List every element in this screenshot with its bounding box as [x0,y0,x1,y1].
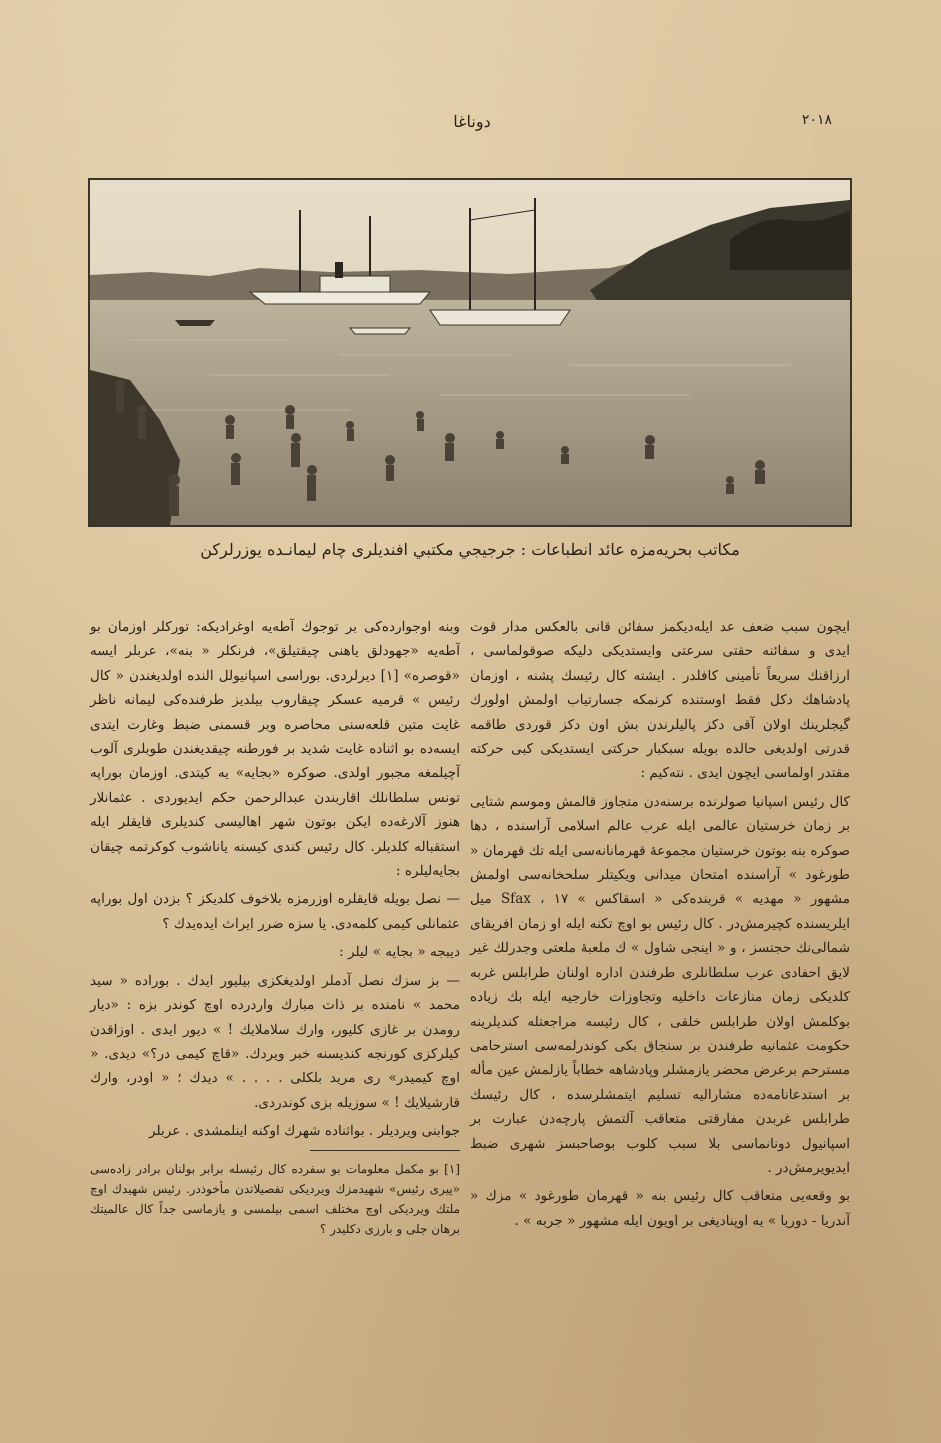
paragraph: بو وقعه‌یی متعاقب کال رئیس بنه « قهرمان طورغود » مزك « آندریا - دوریا » یه اوپنادیغی بر اویون ایله مشهور « جربه » . [470,1188,850,1229]
paragraph: وبنه اوجوارده‌کی بر توجوك آطه‌یه اوغرادیکه: تورکلر اوزمان بو آطه‌یه «جهودلق یاهنی چیقتیلق»، فرنکلر « بنه»، عربلر ایسه «قوصره» [۱] دیرلردی. بوراسی اسپانیولل النده اولدیغندن « کال رئیس » قرمیه عسکر چیقاروب بیلدیز طرفنده‌کی لیمانه ناظر غایت متین قلعه‌سنی محاصره وبر قسمنی ضبط وغارت ایتدی ایسه‌ده بو اثناده غایت شدید بر فورطنه چیقدیغندن طوبلری آلوب آچیلمغه مجبور اولدی. صوکره «بجایه» یه کیتدی. اوزمان بوراپه تونس سلطانلك اقاربندن عبدالرحمن حکم ایدیوردی . عثمانلار هنوز آلارغه‌ده ایکن بوتون شهر اهالیسی کندیلری قایقلر ایله استقباله کلدیلر. کال رئیس کندی کیسنه یاناشوب کوکرتمه چیقان بجایه‌لیلره : [90,619,460,880]
text-column-right [470,615,850,1237]
page-number: ٢٠١٨ [801,112,832,128]
paragraph: ایچون سبب ضعف عد ایله‌دیکمز سفائن قانی بالعکس مدار قوت ایدی و سفائنه حقتی سرعتی وایستدیکی دلیکه صوقولماسی ، ارزاقنك سريعاً تأمینی کافلدر . ایشته کال رئیسك پشنه ، اوزمان پادشاهك دکل فقط اوستنده کرنمکه جسارتیاب اولمش اولورك گیجلرینك اولان آقی دکز پالیلرندن بش اون دکز قوردی طاقمه قدرتی اولدیغی حالده بویله سبکبار حرکتی ایستدیکی کبی حرکته مقتدر اولماسی ایچون ایدی . نته‌کیم : [470,619,850,782]
page-header [112,112,832,136]
paragraph: جوابنی ویردیلر . بواثناده شهرك اوکنه اینلمشدی . عربلر [149,1123,460,1140]
dialogue-line: — نصل بویله قایقلره اوزرمزه بلاخوف کلدیکز ؟ بزدن اول بوراپه عثمانلی کیمی کلمه‌دی. یا سزه ضرر ایراث ایده‌یدك ؟ [90,891,460,932]
paragraph: کال رئیس اسپانیا صولرنده برسنه‌دن متجاوز قالمش وموسم شتایی بر زمان خرستیان عالمی ایله عرب عالم اسلامی آراسنده ، دها صوکره بنه بوتون خرستیان مجموعهٔ قهرمانانه‌سی ایله تك قهرمان « طورغود » آراسنده امتحان میدانی ویکیتلر سلحخانه‌سی اولمش مشهور « مهدیه » قربنده‌کی « اسقاکس » Sfax ، ۱۷ میل ایلریسنده کچیرمش‌در . کال رئیس بو اوچ تکنه ایله او زمان افریقای شمالی‌نك حجتسز ، و « اینجی شاول » ك ملعبهٔ ملعتی وجدرلك غیر لایق احفادی عرب سلطانلری طرفندن اداره اولنان طرابلس غربه کلدیکی زمان منازعات داخلیه وتجاوزات خارجیه ایله بك زیاده بوکلمش اولان طرابلس خلقی ، کال رئیسه مراجعتله کندیلرینه حکومت عثمانیه طرفندن بر سنجاق بکی کوندرلمه‌سی استرحامی مسترحم برعرض محضر یازمشلر وپادشاهه خطاباً یازلمش عین مأله بر استدعانامه‌ده مشارالیه تسلیم ایتمشلرسده ، کال رئیسك طرابلس غربدن مفارقتی متعاقب آلتمش پارچه‌دن عبارت بر اسپانیول دونانماسی بلا سبب کلوب بوصاحبسز شهری ضبط ایدیویرمش‌در . [470,793,850,1176]
running-title: دوناغا [453,112,491,131]
footnote: [۱] بو مکمل معلومات بو سفرده کال رئیسله برابر بولنان برادر زاده‌سی «پیری رئیس» شهیدمزك ویردیکی تفصیلاتدن مأخوذدر. رئیس شهیدك اوچ ملتك ویردیکی اوچ مختلف اسمی بیلمسی و یازماسی جداً کال عالمیتك برهان جلی و بارزی دکلیدر ؟ [90,1161,460,1236]
harbor-photograph [90,180,850,525]
photo-caption: مكاتب بحريه‌مزه عائد انطباعات : جرجيجي مكتبي افنديلری چام لیمانـده یوزرلركن [200,540,740,559]
dialogue-line: دیبجه « بجایه » لیلر : [339,944,460,961]
footnote-divider [310,1150,460,1151]
text-column-left [90,615,460,1243]
paragraph: — بز سزك نصل آدملر اولدیغکزی بیلیور ایدك . بوراده « سید محمد » نامنده بر ذات مبارك واردرده اوچ کوندر بزه : «دیار رومدن بر غازی کلیور، وارك سلاملایك ! » دیور ایدی . اوزاقدن کیلرکزی کورنجه کندیسنه خبر ویردك. «قاچ کیمی در؟» دیدی. « اوچ کیمیدر» ری مرید بلکلی . . . . » دیدك ؛ « اودر، وارك قارشیلایك ! » سوزیله بزی کوندردی. [90,972,460,1111]
